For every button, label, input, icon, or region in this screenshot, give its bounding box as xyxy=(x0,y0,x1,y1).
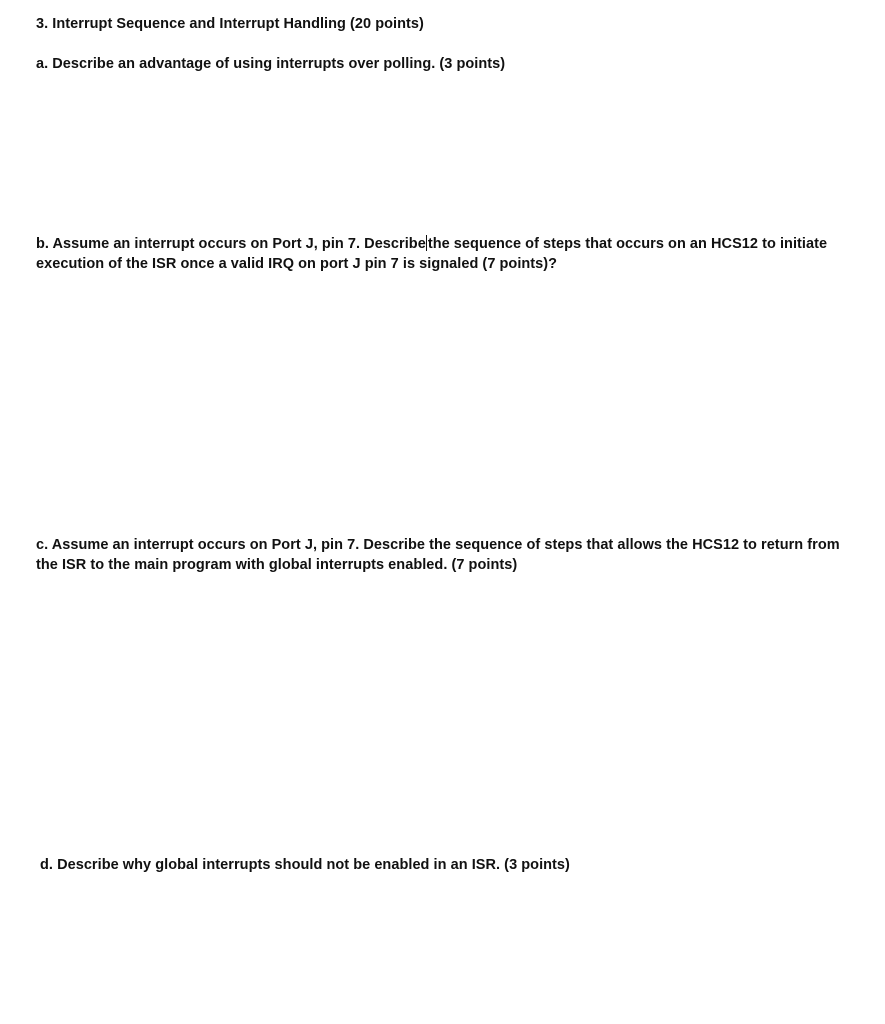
question-d-text: d. Describe why global interrupts should not be enabled in an ISR. (3 points) xyxy=(40,857,570,873)
question-b-line-1-end: the sequence of steps that occurs on an HCS12 to initiate xyxy=(427,236,828,252)
question-c-line-2: the ISR to the main program with global interrupts enabled. (7 points) xyxy=(36,557,518,573)
section-title: 3. Interrupt Sequence and Interrupt Handling (20 points) xyxy=(36,16,424,32)
question-c-line-1: c. Assume an interrupt occurs on Port J, pin 7. Describe the sequence of steps that allows the HCS12 to return from xyxy=(36,537,840,553)
question-b-line-2: execution of the ISR once a valid IRQ on port J pin 7 is signaled (7 points)? xyxy=(36,256,558,272)
text-cursor xyxy=(426,235,427,251)
question-b-line-1 xyxy=(36,234,827,254)
question-b-line-1-start: b. Assume an interrupt occurs on Port J, pin 7. Describe xyxy=(36,236,426,252)
question-a-text: a. Describe an advantage of using interrupts over polling. (3 points) xyxy=(36,56,506,72)
